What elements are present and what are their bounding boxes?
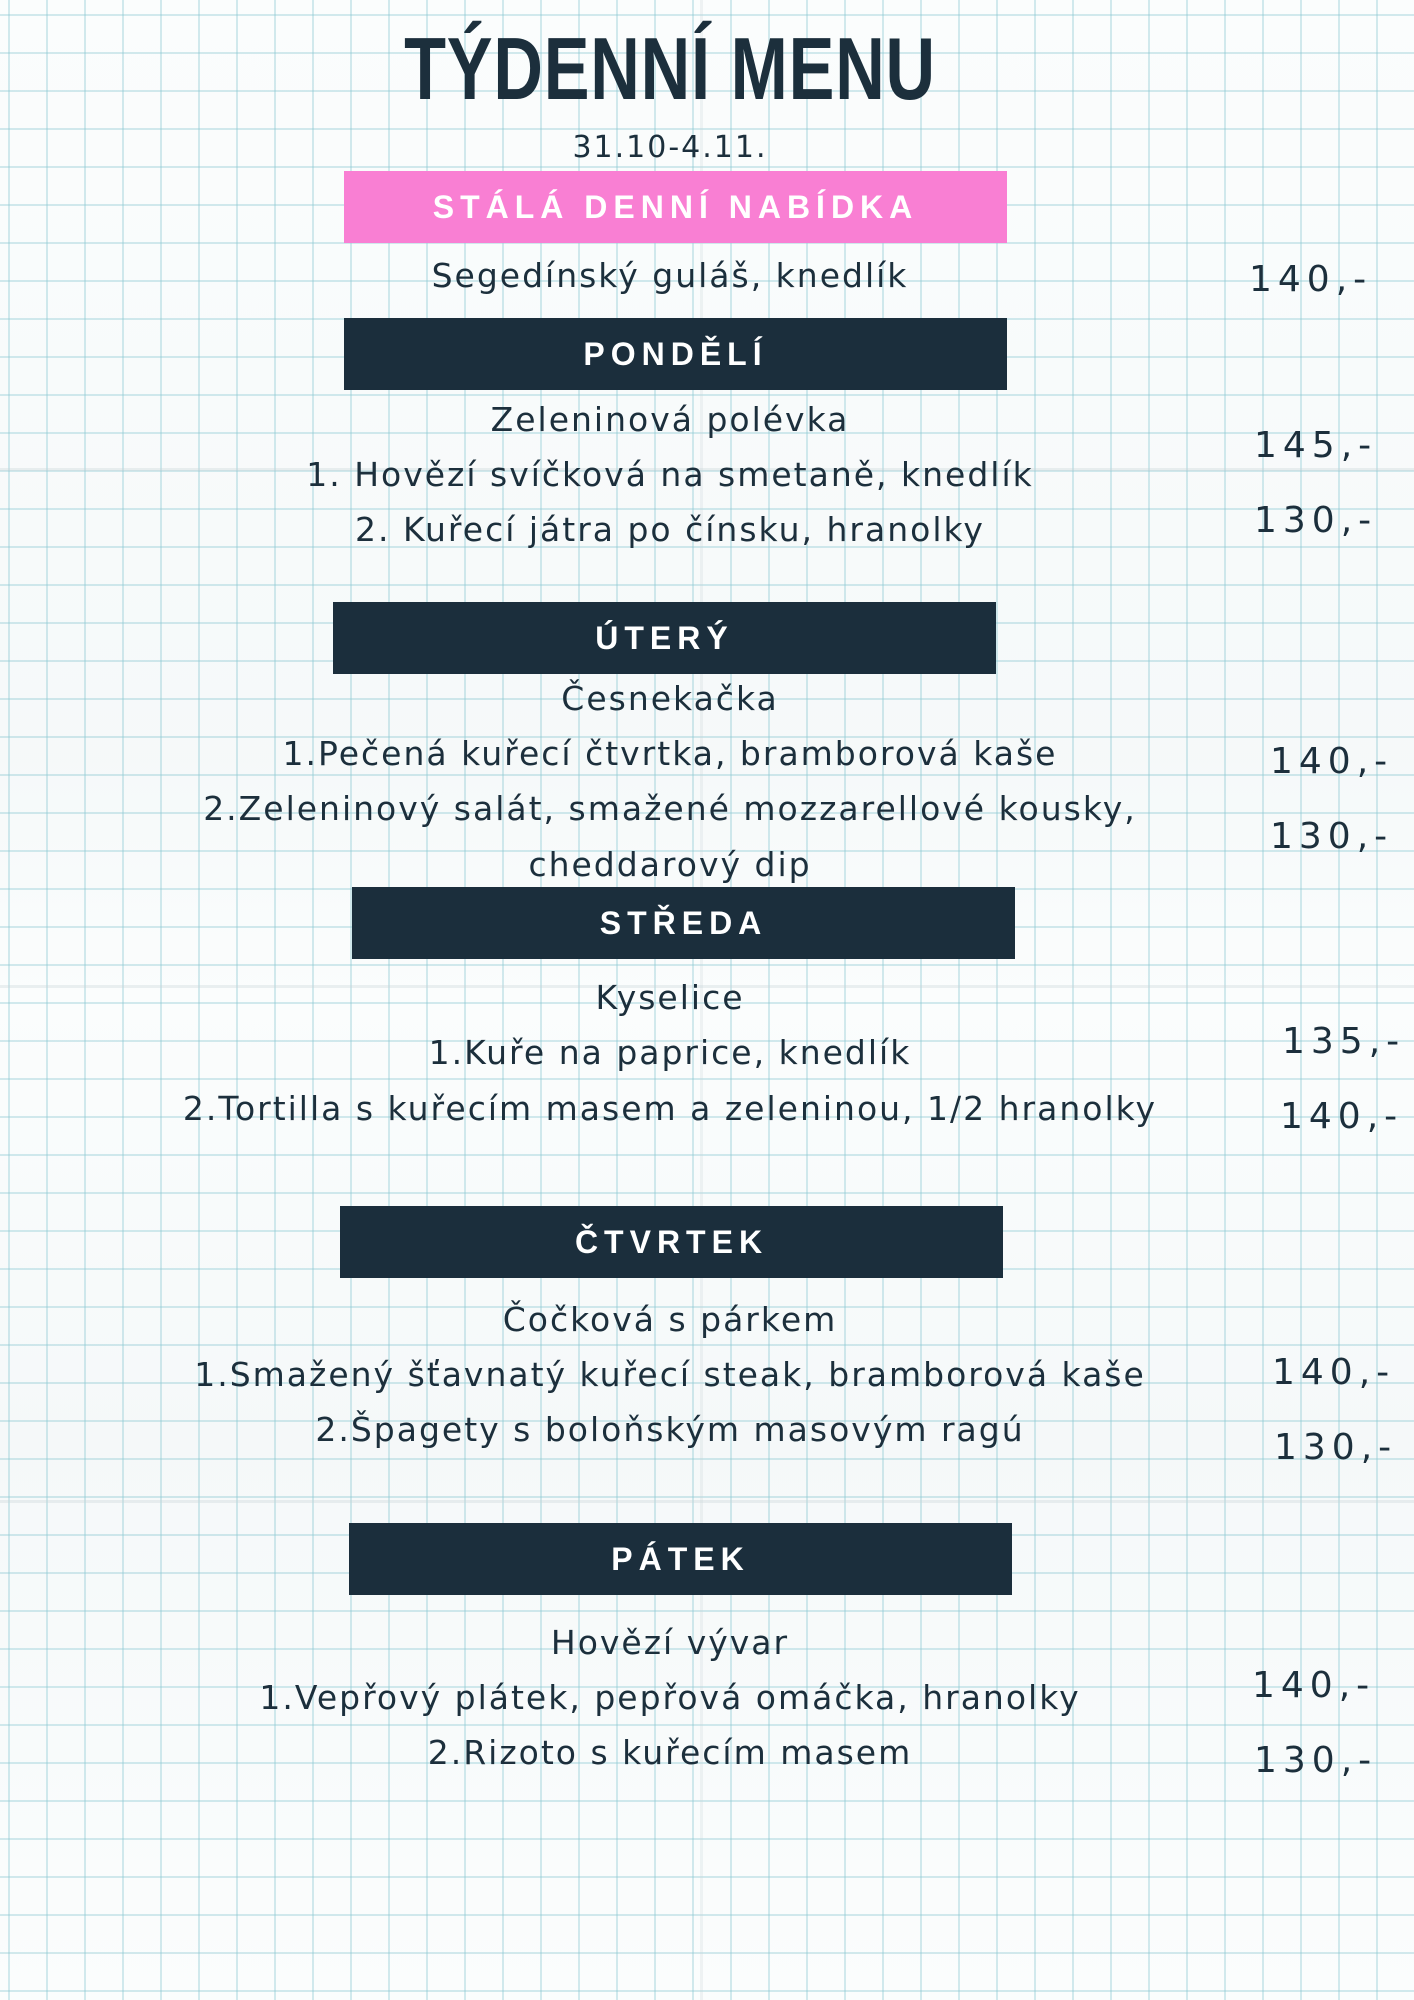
- monday-price-2: 130,-: [1254, 500, 1378, 541]
- day-banner-tuesday: ÚTERÝ: [333, 602, 996, 674]
- tuesday-main-1: 1.Pečená kuřecí čtvrtka, bramborová kaše: [282, 734, 1058, 773]
- tuesday-main-2-cont: cheddarový dip: [528, 845, 812, 884]
- monday-main-1: 1. Hovězí svíčková na smetaně, knedlík: [306, 455, 1034, 494]
- tuesday-soup: Česnekačka: [561, 679, 779, 718]
- tuesday-main-2: 2.Zeleninový salát, smažené mozzarellové kousky,: [203, 789, 1137, 828]
- thursday-main-1: 1.Smažený šťavnatý kuřecí steak, bramborová kaše: [194, 1355, 1146, 1394]
- thursday-price-2: 130,-: [1274, 1427, 1398, 1468]
- friday-main-1: 1.Vepřový plátek, pepřová omáčka, hranolky: [259, 1678, 1081, 1717]
- standing-price: 140,-: [1249, 259, 1373, 300]
- menu-dates: 31.10-4.11.: [572, 130, 768, 165]
- friday-price-2: 130,-: [1254, 1740, 1378, 1781]
- paper-crease: [0, 1500, 1414, 1503]
- standing-offer-banner: STÁLÁ DENNÍ NABÍDKA: [344, 171, 1007, 243]
- thursday-main-2: 2.Špagety s boloňským masovým ragú: [315, 1410, 1025, 1449]
- tuesday-price-1: 140,-: [1270, 741, 1394, 782]
- standing-dish: Segedínský guláš, knedlík: [431, 256, 909, 295]
- friday-soup: Hovězí vývar: [550, 1623, 790, 1662]
- day-banner-monday: PONDĚLÍ: [344, 318, 1007, 390]
- monday-soup: Zeleninová polévka: [490, 400, 850, 439]
- day-banner-friday: PÁTEK: [349, 1523, 1012, 1595]
- wednesday-price-1: 135,-: [1282, 1021, 1406, 1062]
- friday-price-1: 140,-: [1252, 1665, 1376, 1706]
- wednesday-soup: Kyselice: [595, 978, 745, 1017]
- thursday-soup: Čočková s párkem: [502, 1300, 838, 1339]
- wednesday-price-2: 140,-: [1280, 1096, 1404, 1137]
- wednesday-main-2: 2.Tortilla s kuřecím masem a zeleninou, 1/2 hranolky: [182, 1089, 1158, 1128]
- friday-main-2: 2.Rizoto s kuřecím masem: [427, 1733, 913, 1772]
- wednesday-main-1: 1.Kuře na paprice, knedlík: [428, 1033, 912, 1072]
- monday-main-2: 2. Kuřecí játra po čínsku, hranolky: [355, 510, 985, 549]
- menu-title: TÝDENNÍ MENU: [404, 19, 936, 118]
- day-banner-wednesday: STŘEDA: [352, 887, 1015, 959]
- day-banner-thursday: ČTVRTEK: [340, 1206, 1003, 1278]
- thursday-price-1: 140,-: [1272, 1352, 1396, 1393]
- monday-price-1: 145,-: [1254, 425, 1378, 466]
- tuesday-price-2: 130,-: [1270, 816, 1394, 857]
